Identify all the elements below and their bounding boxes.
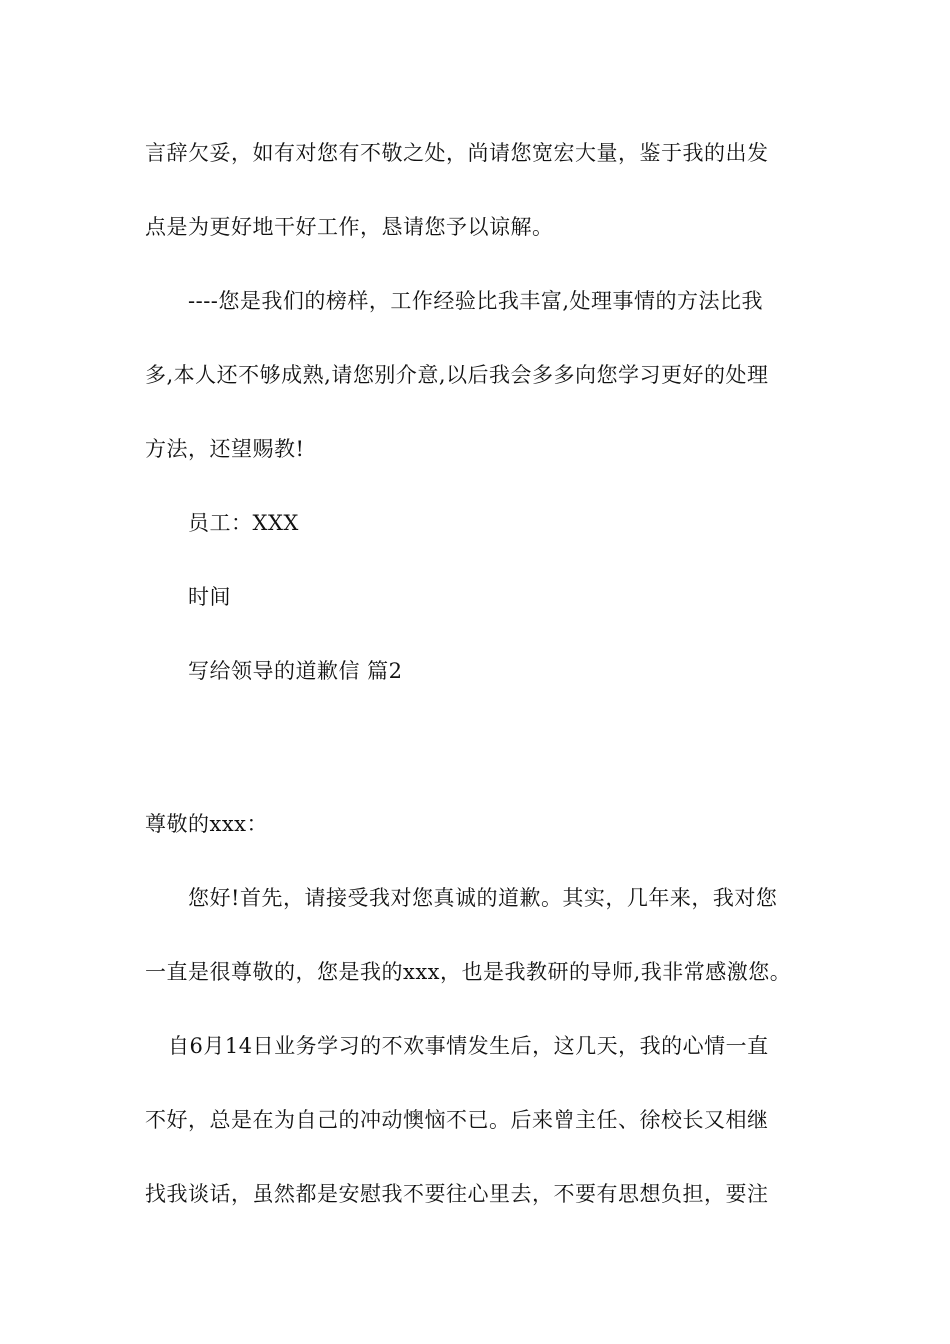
paragraph-line-10: 找我谈话，虽然都是安慰我不要往心里去，不要有思想负担，要注: [145, 1182, 769, 1206]
paragraph-line-1: 言辞欠妥，如有对您有不敬之处，尚请您宽宏大量，鉴于我的出发: [145, 141, 769, 165]
paragraph-line-4: 多,本人还不够成熟,请您别介意,以后我会多多向您学习更好的处理: [145, 363, 769, 387]
paragraph-line-7: 一直是很尊敬的，您是我的xxx，也是我教研的导师,我非常感激您。: [145, 960, 792, 984]
signature-employee: 员工：XXX: [188, 511, 299, 535]
paragraph-line-6: 您好!首先，请接受我对您真诚的道歉。其实，几年来，我对您: [188, 886, 778, 910]
paragraph-line-5: 方法，还望赐教!: [145, 437, 305, 461]
paragraph-line-2: 点是为更好地干好工作，恳请您予以谅解。: [145, 215, 554, 239]
section-heading: 写给领导的道歉信 篇2: [188, 659, 403, 683]
paragraph-line-9: 不好，总是在为自己的冲动懊恼不已。后来曾主任、徐校长又相继: [145, 1108, 769, 1132]
salutation: 尊敬的xxx：: [145, 812, 269, 836]
paragraph-line-3: ----您是我们的榜样，工作经验比我丰富,处理事情的方法比我: [188, 289, 764, 313]
signature-date: 时间: [188, 585, 231, 609]
paragraph-line-8: 自6月14日业务学习的不欢事情发生后，这几天，我的心情一直: [168, 1034, 769, 1058]
